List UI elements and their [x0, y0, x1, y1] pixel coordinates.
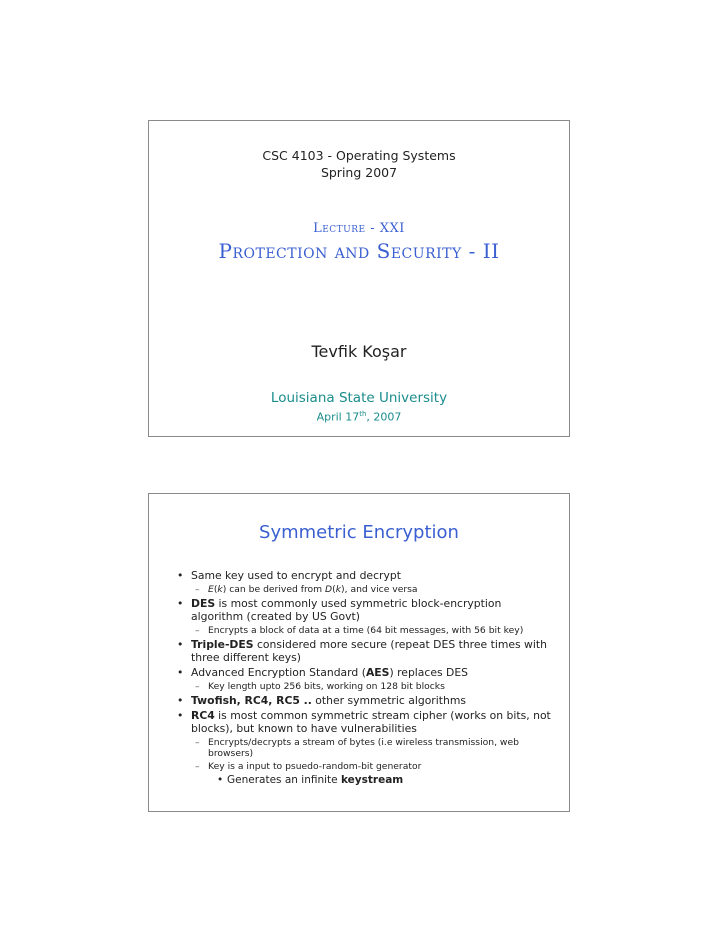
- triple-des-text: considered more secure (repeat DES three times with three different keys): [191, 638, 547, 664]
- bullet-aes: [175, 666, 551, 679]
- other-algorithms-text: other symmetric algorithms: [311, 694, 466, 707]
- lecture-title: Protection and Security - II: [218, 239, 500, 263]
- aes-pre: Advanced Encryption Standard (: [191, 666, 366, 679]
- aes-post: ) replaces DES: [389, 666, 469, 679]
- e-symbol: E: [208, 584, 214, 595]
- term: Spring 2007: [320, 165, 398, 180]
- slide-title: Symmetric Encryption: [259, 522, 459, 543]
- bullet-same-key: • Same key used to encrypt and decrypt: [175, 569, 551, 582]
- course-info: [149, 147, 569, 181]
- title-slide: [148, 120, 570, 437]
- des-term: DES: [191, 597, 216, 610]
- triple-des-term: Triple-DES: [191, 638, 254, 651]
- sub-bullet-rc4-key: – Key is a input to psuedo-random-bit generator: [175, 761, 551, 772]
- derivation-end: ), and vice versa: [341, 584, 418, 595]
- rc4-text: is most common symmetric stream cipher (works on bits, not blocks), but known to have vulnerabilities: [191, 709, 551, 735]
- k-symbol: k: [217, 584, 223, 595]
- des-text: is most commonly used symmetric block-encryption algorithm (created by US Govt): [191, 597, 502, 623]
- derivation-mid: ) can be derived from: [222, 584, 326, 595]
- author-name: Tevfik Koşar: [311, 342, 407, 361]
- content-slide: [148, 493, 570, 812]
- bullet-des: [175, 597, 551, 623]
- sub-bullet-des-block: – Encrypts a block of data at a time (64 bit messages, with 56 bit key): [175, 625, 551, 636]
- course-line: CSC 4103 - Operating Systems: [262, 148, 456, 163]
- bullet-triple-des: [175, 638, 551, 664]
- bullet-rc4: [175, 709, 551, 735]
- lecture-number: Lecture - XXI: [313, 221, 405, 236]
- d-symbol: D: [325, 584, 333, 595]
- keystream-pre: Generates an infinite: [227, 774, 341, 786]
- keystream-term: keystream: [340, 774, 404, 786]
- sub-bullet-rc4-stream: – Encrypts/decrypts a stream of bytes (i.e wireless transmission, web browsers): [175, 737, 551, 759]
- sub-bullet-derivation: – E(k) can be derived from D(k), and vice versa: [175, 584, 551, 595]
- bullet-list: [175, 569, 551, 789]
- sub-sub-bullet-keystream: [175, 774, 551, 787]
- other-algorithms-term: Twofish, RC4, RC5 ..: [191, 694, 312, 707]
- date-superscript: th: [359, 410, 367, 418]
- date-prefix: April 17: [316, 410, 360, 424]
- date-suffix: , 2007: [366, 410, 402, 424]
- aes-term: AES: [365, 666, 390, 679]
- bullet-other-algorithms: [175, 694, 551, 707]
- university: Louisiana State University: [270, 390, 448, 406]
- rc4-term: RC4: [191, 709, 215, 722]
- lecture-date: [149, 410, 569, 424]
- k-symbol-2: k: [335, 584, 342, 595]
- sub-bullet-aes-key: – Key length upto 256 bits, working on 128 bit blocks: [175, 681, 551, 692]
